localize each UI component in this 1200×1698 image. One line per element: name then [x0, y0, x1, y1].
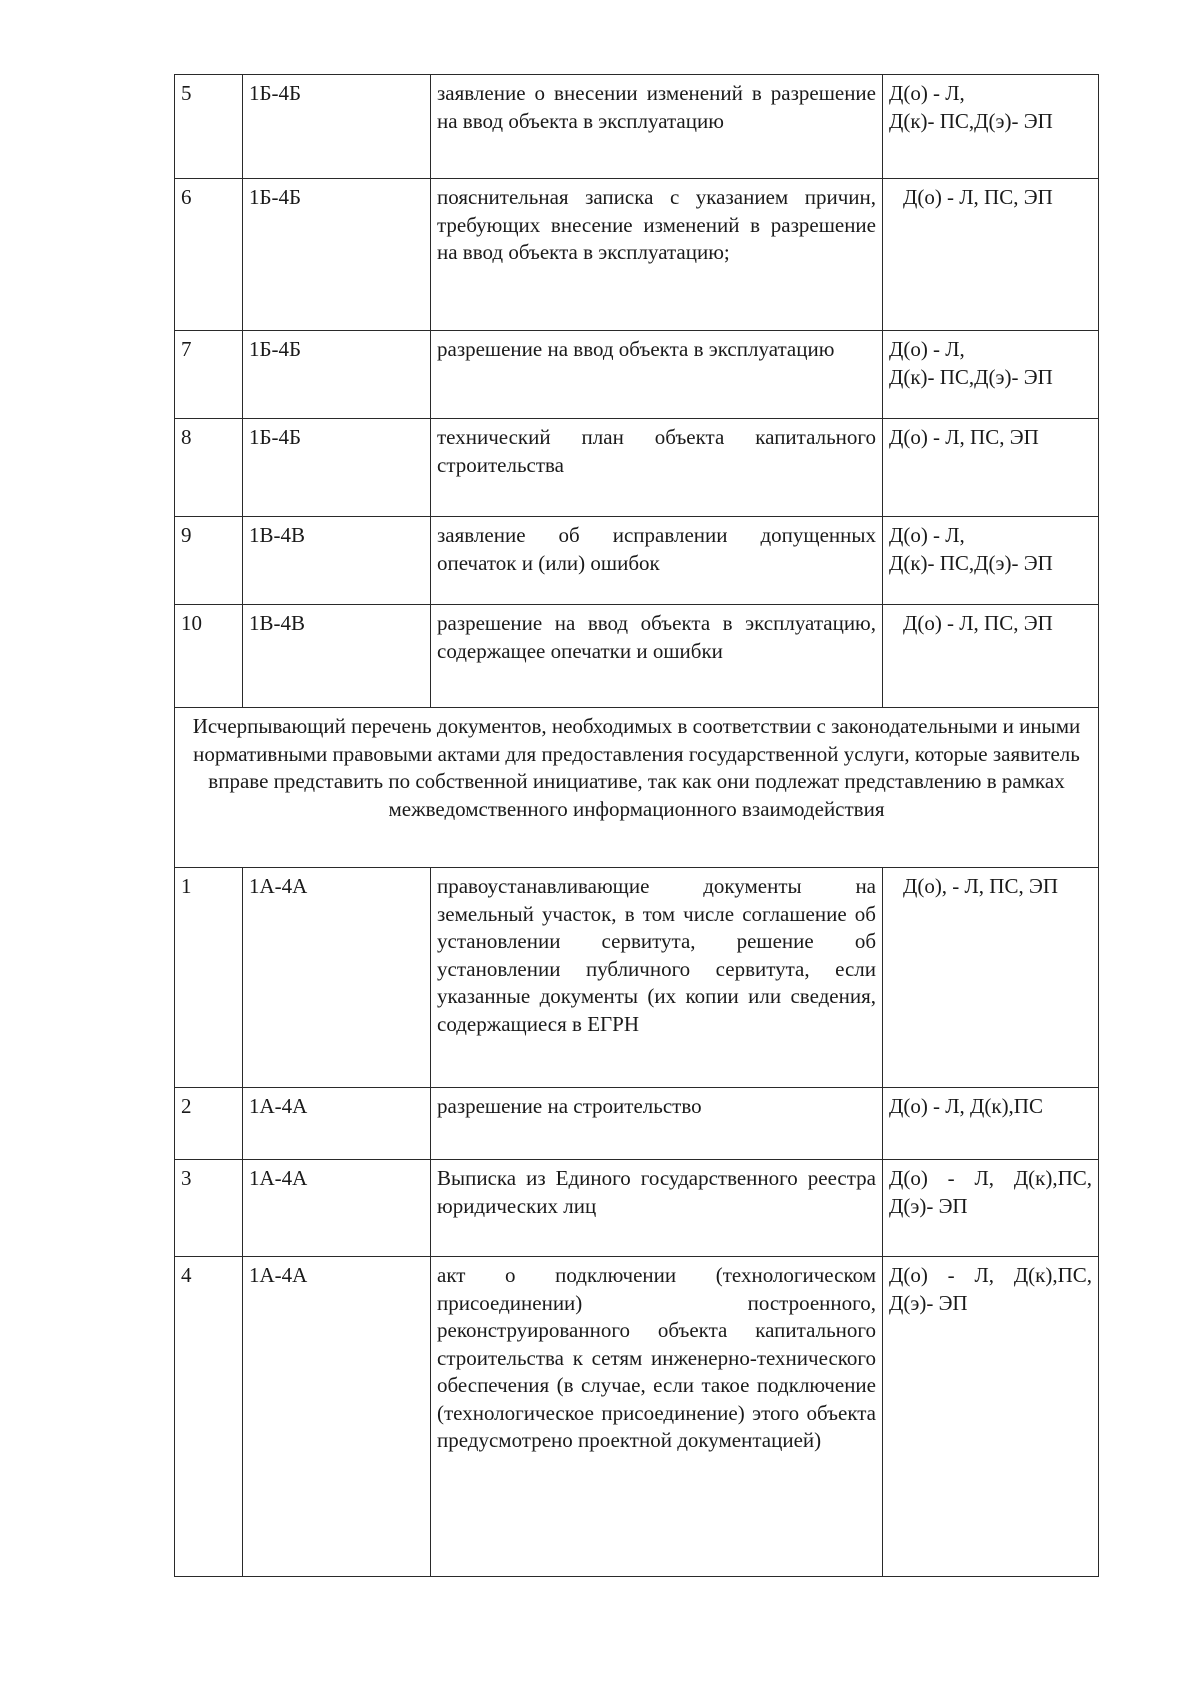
- documents-table: [174, 74, 1099, 1577]
- row-description: разрешение на ввод объекта в эксплуатацию, содержащее опечатки и ошибки: [431, 605, 883, 708]
- row-code: 1В-4В: [243, 605, 431, 708]
- row-code: 1Б-4Б: [243, 75, 431, 179]
- row-number: 6: [175, 179, 243, 331]
- table-body-bottom: [175, 868, 1099, 1577]
- table-row: [175, 1088, 1099, 1160]
- row-description: разрешение на строительство: [431, 1088, 883, 1160]
- row-format: [883, 179, 1099, 331]
- row-number: 4: [175, 1257, 243, 1577]
- row-number: 9: [175, 517, 243, 605]
- row-format: [883, 1160, 1099, 1257]
- row-description: акт о подключении (технологическом присоединении) построенного, реконструированного объекта капитального строительства к сетям инженерно-технического обеспечения (в случае, если такое подключение (технологическое присоединение) этого объекта предусмотрено проектной документацией): [431, 1257, 883, 1577]
- row-format-line: Д(к)- ПС,Д(э)- ЭП: [889, 364, 1053, 389]
- row-format: [883, 419, 1099, 517]
- row-format-line: Д(о) - Л,: [889, 337, 965, 361]
- row-format: [883, 517, 1099, 605]
- section-heading: Исчерпывающий перечень документов, необходимых в соответствии с законодательными и иными нормативными правовыми актами для предоставления государственной услуги, которые заявитель вправе представить по собственной инициативе, так как они подлежат представлению в рамках межведомственного информационного взаимодействия: [175, 708, 1099, 868]
- row-format-line: Д(к)- ПС,Д(э)- ЭП: [889, 108, 1053, 133]
- row-code: 1А-4А: [243, 1160, 431, 1257]
- row-code: 1Б-4Б: [243, 419, 431, 517]
- row-code: 1А-4А: [243, 1257, 431, 1577]
- document-page: [174, 74, 1098, 1577]
- row-format: [883, 1088, 1099, 1160]
- row-format-line: Д(о) - Л,: [889, 81, 965, 105]
- row-number: 2: [175, 1088, 243, 1160]
- row-format-line: Д(о) - Л,: [889, 523, 965, 547]
- row-format-line: Д(о) - Л, ПС, ЭП: [903, 185, 1053, 209]
- row-format-line: Д(о) - Л, ПС, ЭП: [889, 425, 1039, 449]
- table-row: [175, 419, 1099, 517]
- row-description: заявление об исправлении допущенных опечаток и (или) ошибок: [431, 517, 883, 605]
- table-body-top: [175, 75, 1099, 708]
- table-section: [175, 708, 1099, 868]
- row-code: 1А-4А: [243, 868, 431, 1088]
- row-description: разрешение на ввод объекта в эксплуатацию: [431, 331, 883, 419]
- table-row: [175, 75, 1099, 179]
- row-number: 3: [175, 1160, 243, 1257]
- row-format-line: Д(о) - Л, Д(к),ПС, Д(э)- ЭП: [889, 1166, 1092, 1218]
- table-row: [175, 331, 1099, 419]
- table-row: [175, 1160, 1099, 1257]
- table-row: [175, 1257, 1099, 1577]
- row-code: 1Б-4Б: [243, 179, 431, 331]
- table-row: [175, 868, 1099, 1088]
- row-format-line: Д(о), - Л, ПС, ЭП: [903, 874, 1058, 898]
- table-row: [175, 179, 1099, 331]
- row-format-line: Д(о) - Л, Д(к),ПС, Д(э)- ЭП: [889, 1263, 1092, 1315]
- row-format: [883, 605, 1099, 708]
- row-number: 7: [175, 331, 243, 419]
- row-number: 1: [175, 868, 243, 1088]
- row-format: [883, 1257, 1099, 1577]
- row-code: 1В-4В: [243, 517, 431, 605]
- row-format: [883, 331, 1099, 419]
- table-row: [175, 605, 1099, 708]
- row-description: Выписка из Единого государственного реестра юридических лиц: [431, 1160, 883, 1257]
- row-description: технический план объекта капитального строительства: [431, 419, 883, 517]
- row-format-line: Д(к)- ПС,Д(э)- ЭП: [889, 550, 1053, 575]
- row-format: [883, 868, 1099, 1088]
- row-format-line: Д(о) - Л, ПС, ЭП: [903, 611, 1053, 635]
- section-row: [175, 708, 1099, 868]
- row-number: 5: [175, 75, 243, 179]
- table-row: [175, 517, 1099, 605]
- row-code: 1А-4А: [243, 1088, 431, 1160]
- row-description: заявление о внесении изменений в разрешение на ввод объекта в эксплуатацию: [431, 75, 883, 179]
- row-description: пояснительная записка с указанием причин, требующих внесение изменений в разрешение на ввод объекта в эксплуатацию;: [431, 179, 883, 331]
- row-format: [883, 75, 1099, 179]
- row-number: 10: [175, 605, 243, 708]
- row-description: правоустанавливающие документы на земельный участок, в том числе соглашение об установлении сервитута, решение об установлении публичного сервитута, если указанные документы (их копии или сведения, содержащиеся в ЕГРН: [431, 868, 883, 1088]
- row-number: 8: [175, 419, 243, 517]
- row-format-line: Д(о) - Л, Д(к),ПС: [889, 1094, 1043, 1118]
- row-code: 1Б-4Б: [243, 331, 431, 419]
